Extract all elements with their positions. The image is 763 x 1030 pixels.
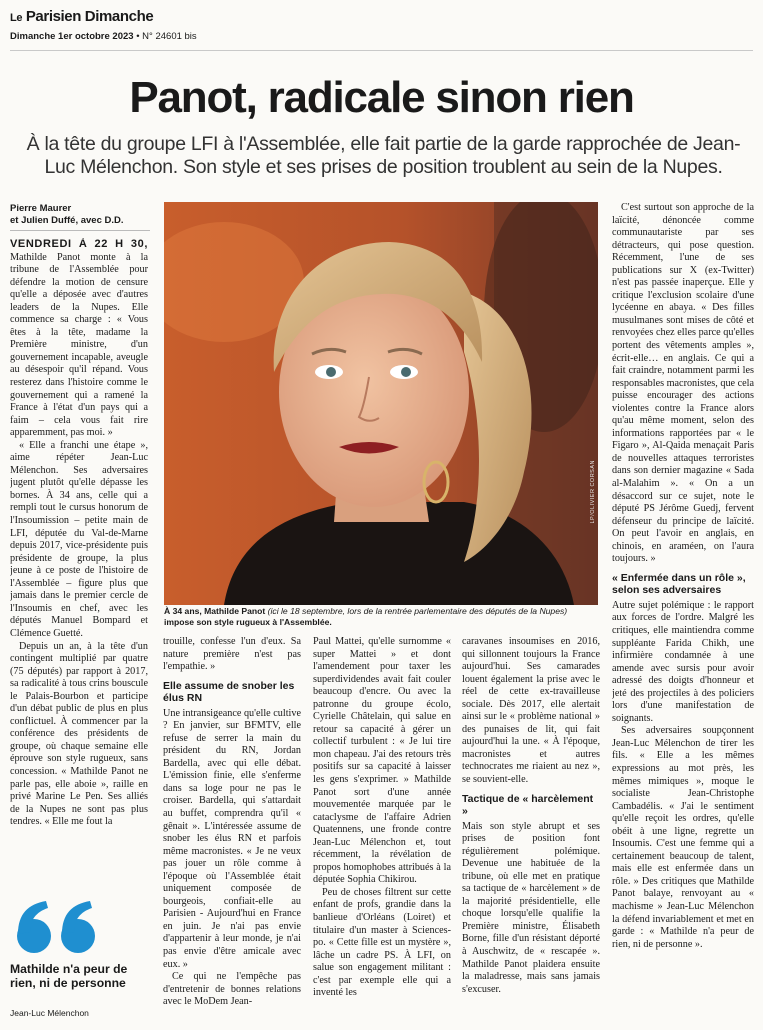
pull-quote-attribution: Jean-Luc Mélenchon (10, 1008, 89, 1018)
article-column-1 (10, 238, 148, 896)
paragraph: C'est surtout son approche de la laïcité, dénoncée comme communautariste par ses détracteurs, qui pose question. Récemment, l'une de ses publications sur X (ex-Twitter) n'est pas passée inaperçue. Elle y critique l'exclusion scolaire d'une lycéenne en abaya. « Des filles musulmanes sont mises de côté et renvoyées chez elles parce qu'elles portent des vêtements amples », écrit-elle… en anglais. Ce qui a fait craindre, notamment parmi les responsables macronistes, que cela puisse encourager des actions violentes contre la France alors qu'au même moment, selon des informations rapportées par « le Figaro », Al-Qaida menaçait Paris de nouvelles attaques terroristes dans son dernier magazine « Sada al-Malahim ». « On a un désaccord sur ce sujet, note le député PS Jérôme Guedj, fervent défenseur du principe de laïcité. On peut l'avoir en anglais, en chinois, en araméen, on l'aura toujours. » (612, 202, 754, 565)
byline-author-2: et Julien Duffé, avec D.D. (10, 215, 124, 227)
article-column-2 (163, 636, 301, 1028)
caption-lead: À 34 ans, Mathilde Panot (164, 606, 266, 616)
masthead (10, 6, 753, 51)
article-headline: Panot, radicale sinon rien (129, 73, 634, 122)
photo-caption (164, 606, 598, 628)
paragraph: Peu de choses filtrent sur cette enfant de profs, grandie dans la banlieue d'Orléans (Loiret) et titulaire d'un master à Sciences-po. « Cette fille est un mystère », lâche un cadre PS. À LFI, on salue son engagement militant : c'est par exemple elle qui a inventé les (313, 886, 451, 999)
article-column-5 (612, 202, 754, 1028)
lead-caps: VENDREDI À 22 H 30, (10, 238, 148, 250)
paragraph: Paul Mattei, qu'elle surnomme « super Mattei » et dont l'amendement pour taxer les superdividendes avait fait couler beaucoup d'encre. Ou avec la patronne du groupe écolo, Cyrielle Châtelain, qui salue en retour sa capacité à gérer un collectif turbulent : « Je lui tire mon chapeau. J'ai des retours très positifs sur sa capacité à laisser les gens s'exprimer. » Mathilde Panot sort d'une année mouvementée marquée par le cataclysme de l'affaire Adrien Quatennens, une fronde contre Jean-Luc Mélenchon et, tout récemment, la révélation de propos homophobes attribués à la députée Sophia Chikirou. (313, 636, 451, 886)
brand-edition: Dimanche (84, 8, 154, 25)
brand-prefix: Le (10, 12, 23, 24)
paragraph: Une intransigeance qu'elle cultive ? En janvier, sur BFMTV, elle refuse de serrer la main du président du RN, Jordan Bardella, avec qui elle débat. L'émission finie, elle s'enferme dans sa loge pour ne pas le croiser. Bardella, qui s'attardait au buffet, comprendra qu'il « gênait ». L'intéressée assume de snober les élus RN et parfois même macronistes. « Je ne veux pas jouer un rôle comme à l'époque où l'Assemblée était uniquement composée de bourgeois, confiait-elle au Parisien - Aujourd'hui en France en juin. Je n'ai pas envie d'appartenir à leur monde, je n'ai pas envie d'être amicale avec eux. » (163, 707, 301, 970)
quote-marks-icon (14, 900, 102, 956)
byline (10, 203, 160, 228)
paragraph: Autre sujet polémique : le rapport aux forces de l'ordre. Malgré les critiques, elle maintiendra comme suppléante Farida Chikh, une infirmière condamnée à une amende avec sursis pour avoir adressé des doigts d'honneur et jeté des projectiles à des policiers lors d'une manifestation de soignants. (612, 599, 754, 724)
brand-name: Parisien (25, 8, 81, 25)
caption-aside: (ici le 18 septembre, lors de la rentrée parlementaire des députés de la Nupes) (267, 606, 568, 616)
issue-line: Dimanche 1er octobre 2023 • N° 24601 bis (10, 31, 197, 42)
portrait-image (164, 202, 598, 605)
caption-end: impose son style rugueux à l'Assemblée. (164, 617, 332, 627)
section-subhead: Elle assume de snober les élus RN (163, 679, 295, 705)
section-subhead: Tactique de « harcèlement » (462, 792, 594, 818)
article-photo (164, 202, 598, 605)
paragraph: trouille, confesse l'un d'eux. Sa nature première n'est pas l'empathie. » (163, 636, 301, 673)
paragraph: Mais son style abrupt et ses prises de position font régulièrement polémique. Devenue une habituée de la tribune, où elle met en pratique sa tactique de « harcèlement » de la majorité présidentielle, elle choque lorsqu'elle qualifie la Première ministre, Élisabeth Borne, fille d'un résistant déporté à Auschwitz, de « rescapée ». Mathilde Panot plaidera ensuite la maladresse, mais sans jamais s'excuser. (462, 820, 600, 995)
issue-number: N° 24601 bis (142, 31, 197, 42)
lead-paragraph (10, 238, 148, 440)
article-column-4 (462, 636, 600, 1028)
paragraph: « Elle a franchi une étape », aime répéter Jean-Luc Mélenchon. Ses adversaires jugent plutôt qu'elle dépasse les bornes. À 34 ans, celle qui a rempli tout le cursus honorum de l'Insoumission – petite main de LFI, députée du Val-de-Marne depuis 2017, vice-présidente puis présidente de groupe, la plus jeune à ce poste de l'histoire de l'Assemblée – figure plus que jamais dans le premier cercle de l'Insoumis en chef, avec les députés Manuel Bompard et Clémence Guetté. (10, 439, 148, 639)
article-column-3 (313, 636, 451, 1028)
section-subhead: « Enfermée dans un rôle », selon ses adversaires (612, 571, 746, 597)
paragraph: caravanes insoumises en 2016, qui sillonnent toujours la France aujourd'hui. Ses camarades louent également la prise avec le réel de cette ex-travailleuse sociale. Dès 2017, elle alertait ainsi sur le « problème national » des punaises de lit, qui fait aujourd'hui la une. « À l'époque, macronistes et autres technocrates me riaient au nez », se souvient-elle. (462, 636, 600, 786)
byline-author-1: Pierre Maurer (10, 203, 72, 214)
paragraph: Depuis un an, à la tête d'un contingent multiplié par quatre (75 députés) par rapport à 2017, sa radicalité à tous crins bouscule le Palais-Bourbon et participe d'un débat public de plus en plus conflictuel. À commencer par la conférence des présidents de groupe, où chaque semaine elle éprouve son style rugueux, sans concession. « Mathilde Panot ne parle pas, elle aboie », raille en privé Marine Le Pen. Ses alliés de la Nupes ne sont pas plus tendres. « Elle me fout la (10, 640, 148, 828)
paragraph: Ce qui ne l'empêche pas d'entretenir de bonnes relations avec le MoDem Jean- (163, 971, 301, 1008)
issue-date: Dimanche 1er octobre 2023 (10, 31, 134, 42)
paragraph: Ses adversaires soupçonnent Jean-Luc Mélenchon de tirer les fils. « Elle a les mêmes expressions au mot près, les mêmes mimiques », moque le socialiste Jean-Christophe Cambadélis. « J'ai le sentiment qu'elle reçoit les ordres, qu'elle obéit à une ligne, regrette un Insoumis. C'est une femme qui a certainement beaucoup de talent, mais elle est enfermée dans un rôle. » Des critiques que Mathilde Panot balaye, renvoyant au « machisme » Jean-Luc Mélenchon la défend invariablement et met en garde : « Mathilde n'a peur de rien, ni de personne ». (612, 725, 754, 950)
newspaper-brand (10, 8, 153, 25)
photo-credit: LP/OLIVIER CORSAN (590, 460, 596, 524)
paragraph-text: Mathilde Panot monte à la tribune de l'Assemblée pour défendre la motion de censure qu'elle a déposée avec d'autres leaders de la Nupes. Elle commence sa charge : « Vous êtes à la tête, madame la Première ministre, d'un gouvernement incapable, aveugle au désespoir qu'il répand. Vous resterez dans l'histoire comme le gouvernement qui a ramené la France à l'état d'un pays qui a faim – cela vous fait rire apparemment, pas moi. » (10, 251, 148, 439)
article-dek: À la tête du groupe LFI à l'Assemblée, elle fait partie de la garde rapprochée de Jean-Luc Mélenchon. Son style et ses prises de position troublent au sein de la Nupes. (26, 133, 741, 179)
pull-quote-text: Mathilde n'a peur de rien, ni de personne (10, 962, 128, 990)
byline-divider (10, 230, 150, 231)
pull-quote-block (10, 900, 153, 1025)
